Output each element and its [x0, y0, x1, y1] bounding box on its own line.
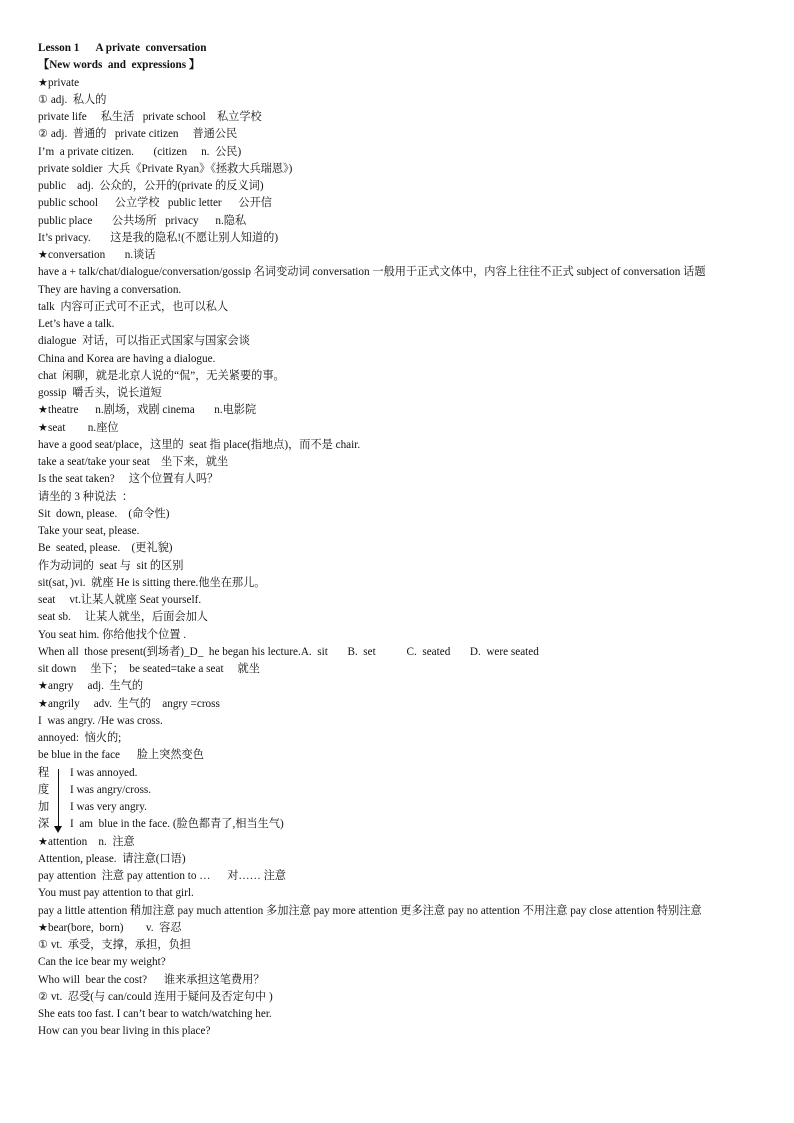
text-line: public adj. 公众的，公开的(private 的反义词): [38, 180, 264, 192]
text-line: ★private: [38, 76, 80, 89]
progression-char: 程: [38, 766, 50, 779]
text-line: ★angry adj. 生气的: [38, 680, 144, 693]
text-line: dialogue 对话，可以指正式国家与国家会谈: [38, 335, 250, 348]
text-line: They are having a conversation.: [38, 283, 182, 296]
text-line: Sit down, please. (命令性): [38, 507, 170, 520]
text-line: Who will bear the cost? 谁来承担这笔费用？: [38, 973, 265, 986]
text-line: seat sb. 让某人就坐，后面会加人: [38, 611, 208, 624]
text-line: ① vt. 承受，支撑，承担，负担: [38, 939, 191, 951]
lines-a: [38, 75, 760, 265]
lines-c: [38, 834, 760, 903]
text-line: private soldier 大兵《Private Ryan》《拯救大兵瑞恩》): [38, 162, 293, 175]
text-line: China and Korea are having a dialogue.: [38, 352, 216, 365]
text-line: private life 私生活 private school 私立学校: [38, 111, 262, 123]
text-line: ① adj. 私人的: [38, 93, 107, 106]
arrow-head-icon: [54, 826, 62, 833]
progression-line: I was very angry.: [70, 801, 147, 813]
degree-progression: [38, 765, 760, 834]
text-line: annoyed: 恼火的;: [38, 732, 122, 744]
text-line: ② vt. 忍受(与 can/could 连用于疑问及否定句中 ): [38, 990, 273, 1003]
text-line: ★bear(bore, born) v. 容忍: [38, 921, 182, 934]
text-line: be blue in the face 脸上突然变色: [38, 749, 204, 762]
down-arrow-icon: [58, 769, 59, 827]
document-page: [38, 40, 760, 1041]
text-line: I was angry. /He was cross.: [38, 714, 163, 727]
progression-char: 加: [38, 801, 50, 813]
lines-b: [38, 282, 760, 765]
text-line: ★seat n.座位: [38, 421, 119, 434]
progression-line: I am blue in the face. (脸色都青了,相当生气): [70, 818, 284, 831]
text-line: seat vt.让某人就座 Seat yourself.: [38, 594, 202, 606]
text-line: have a good seat/place，这里的 seat 指 place(指地点)，而不是 chair.: [38, 438, 361, 451]
progression-char: 度: [38, 783, 50, 796]
text-line: chat 闲聊，就是北京人说的“侃”，无关紧要的事。: [38, 369, 285, 382]
text-line: When all those present(到场者)_D_ he began his lecture.A. sit B. set C. seated D. were seated: [38, 645, 539, 658]
text-line: talk 内容可正式可不正式，也可以私人: [38, 300, 229, 313]
section-heading: 【New words and expressions 】: [38, 59, 201, 72]
progression-line: I was angry/cross.: [70, 783, 152, 796]
text-line: pay attention 注意 pay attention to … 对…… 注意: [38, 870, 286, 882]
text-line: public place 公共场所 privacy n.隐私: [38, 214, 247, 227]
text-line: sit(sat，)vi. 就座 He is sitting there.他坐在那儿。: [38, 576, 266, 589]
text-line: You seat him. 你给他找个位置 .: [38, 628, 187, 641]
text-line: sit down 坐下； be seated=take a seat 就坐: [38, 663, 260, 675]
text-line: ★theatre n.剧场，戏剧 cinema n.电影院: [38, 404, 257, 417]
progression-line: I was annoyed.: [70, 766, 138, 779]
text-line: Attention, please. 请注意(口语): [38, 852, 186, 865]
progression-char: 深: [38, 818, 50, 831]
lines-d: [38, 920, 760, 1041]
text-line: gossip 嚼舌头，说长道短: [38, 387, 162, 399]
text-line: ★conversation n.谈话: [38, 249, 156, 261]
text-line: You must pay attention to that girl.: [38, 887, 194, 900]
wrapped-paragraph: pay a little attention 稍加注意 pay much attention 多加注意 pay more attention 更多注意 pay no attention 不用注意 pay close attention 特别注意: [38, 904, 702, 917]
text-line: Take your seat, please.: [38, 525, 140, 537]
text-line: 请坐的 3 种说法 ：: [38, 490, 134, 503]
text-line: It’s privacy. 这是我的隐私!(不愿让别人知道的): [38, 231, 279, 244]
text-line: take a seat/take your seat 坐下来，就坐: [38, 456, 229, 468]
text-line: ② adj. 普通的 private citizen 普通公民: [38, 128, 238, 141]
text-line: Is the seat taken? 这个位置有人吗？: [38, 473, 219, 486]
text-line: 作为动词的 seat 与 sit 的区别: [38, 559, 184, 572]
lesson-title: Lesson 1 A private conversation: [38, 42, 207, 54]
text-line: Let’s have a talk.: [38, 318, 115, 330]
text-line: public school 公立学校 public letter 公开信: [38, 197, 272, 210]
text-line: I’m a private citizen. (citizen n. 公民): [38, 145, 242, 158]
text-line: She eats too fast. I can’t bear to watch/watching her.: [38, 1008, 272, 1020]
text-line: Can the ice bear my weight?: [38, 956, 166, 969]
text-line: Be seated, please. (更礼貌): [38, 542, 173, 555]
text-line: ★attention n. 注意: [38, 835, 135, 848]
text-line: ★angrily adv. 生气的 angry =cross: [38, 697, 220, 710]
wrapped-paragraph: have a + talk/chat/dialogue/conversation/gossip 名词变动词 conversation 一般用于正式文体中，内容上往往不正式 subject of conversation 话题: [38, 266, 706, 279]
text-line: How can you bear living in this place?: [38, 1025, 211, 1038]
